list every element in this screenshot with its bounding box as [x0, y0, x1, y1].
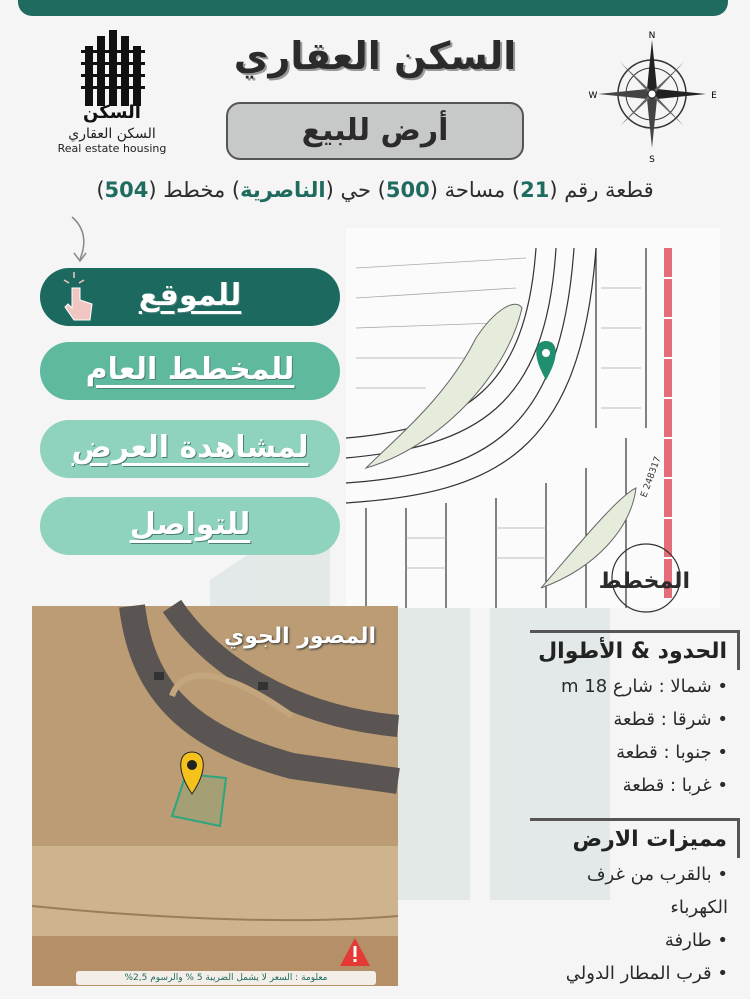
boundaries-section	[530, 630, 740, 802]
aerial-title: المصور الجوي	[224, 624, 376, 649]
boundary-south: • جنوبا : قطعة	[530, 736, 728, 769]
aerial-photo[interactable]	[32, 606, 398, 986]
compass-w: W	[588, 91, 598, 101]
boundary-west: • غربا : قطعة	[530, 769, 728, 802]
brand-logo	[52, 28, 172, 168]
plot-plan: 504	[104, 178, 149, 202]
building-logo-icon	[67, 28, 157, 123]
tap-hand-icon	[60, 268, 100, 326]
aerial-image	[32, 606, 398, 986]
compass-e: E	[711, 91, 717, 101]
warning-icon	[338, 936, 372, 968]
plot-area: 500	[385, 178, 430, 202]
logo-name-ar: السكن العقاري	[68, 126, 156, 142]
svg-text:E 248317: E 248317	[639, 455, 664, 500]
logo-name-en: Real estate housing	[57, 142, 167, 155]
boundaries-title: الحدود & الأطوال	[530, 630, 740, 670]
plot-description: قطعة رقم (21) مساحة (500) حي (الناصرية) مخطط (504)	[96, 178, 654, 202]
boundary-north: • شمالا : شارع 18 m	[530, 670, 728, 703]
view-offer-button[interactable]: لمشاهدة العرض	[40, 420, 340, 478]
plot-district: الناصرية	[240, 178, 326, 202]
plot-number: 21	[520, 178, 550, 202]
contact-button[interactable]: للتواصل	[40, 497, 340, 555]
feature-item: • طارفة	[530, 924, 728, 957]
plan-drawing	[346, 228, 720, 608]
general-plan-button[interactable]: للمخطط العام	[40, 342, 340, 400]
plot-area-label: مساحة	[444, 178, 506, 202]
boundary-east: • شرقا : قطعة	[530, 703, 728, 736]
features-title: مميزات الارض	[530, 818, 740, 858]
logo-mark-text: السكن	[83, 102, 141, 123]
page-title: السكن العقاري	[233, 34, 517, 78]
feature-item: • قرب المطار الدولي	[530, 957, 728, 990]
price-note: معلومة : السعر لا يشمل الضريبة 5 % والرسوم 2,5%	[76, 971, 376, 985]
arrow-down-icon	[66, 215, 96, 265]
plot-plan-label: مخطط	[163, 178, 226, 202]
compass-s: S	[649, 155, 655, 165]
plan-map-label: المخطط	[598, 569, 690, 594]
compass-n: N	[648, 31, 656, 41]
top-bar	[18, 0, 728, 16]
compass-icon	[590, 30, 720, 165]
location-button[interactable]: للموقع	[40, 268, 340, 326]
for-sale-badge: أرض للبيع	[226, 102, 524, 160]
plot-prefix: قطعة رقم	[564, 178, 654, 202]
feature-item: • بالقرب من غرف الكهرباء	[530, 858, 728, 924]
plan-map[interactable]	[346, 228, 720, 608]
features-section	[530, 818, 740, 990]
plot-district-label: حي	[340, 178, 371, 202]
